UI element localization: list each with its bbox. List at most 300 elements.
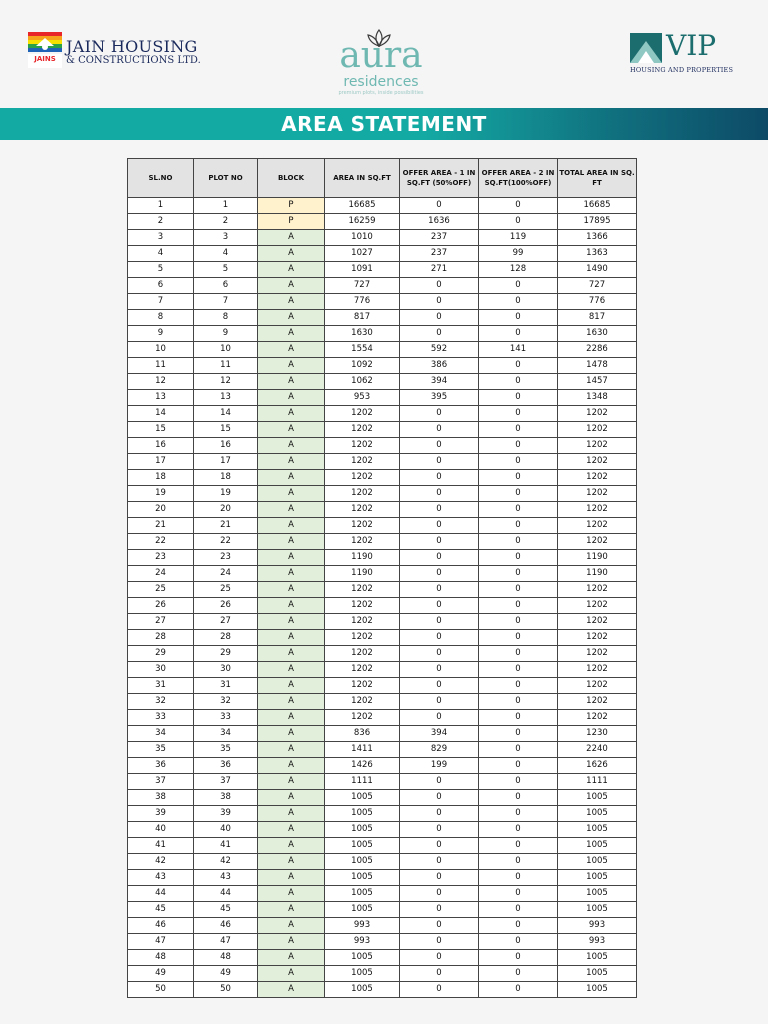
cell-sl-no: 44	[128, 886, 194, 902]
cell-offer-area-2: 0	[479, 534, 558, 550]
table-row	[128, 358, 637, 374]
cell-area: 1005	[325, 822, 400, 838]
cell-total-area: 1363	[558, 246, 637, 262]
table-row	[128, 614, 637, 630]
cell-block: A	[258, 822, 325, 838]
cell-area: 1005	[325, 966, 400, 982]
cell-total-area: 1202	[558, 470, 637, 486]
cell-offer-area-2: 0	[479, 742, 558, 758]
cell-plot-no: 27	[194, 614, 258, 630]
cell-total-area: 1202	[558, 582, 637, 598]
cell-plot-no: 23	[194, 550, 258, 566]
cell-block: A	[258, 694, 325, 710]
cell-offer-area-2: 0	[479, 374, 558, 390]
cell-area: 1005	[325, 902, 400, 918]
cell-offer-area-1: 0	[400, 694, 479, 710]
cell-total-area: 1202	[558, 486, 637, 502]
cell-plot-no: 18	[194, 470, 258, 486]
cell-area: 1190	[325, 550, 400, 566]
cell-offer-area-2: 0	[479, 630, 558, 646]
cell-plot-no: 50	[194, 982, 258, 998]
cell-area: 993	[325, 934, 400, 950]
cell-area: 1202	[325, 598, 400, 614]
cell-plot-no: 3	[194, 230, 258, 246]
cell-offer-area-1: 0	[400, 470, 479, 486]
cell-offer-area-1: 0	[400, 518, 479, 534]
cell-block: A	[258, 806, 325, 822]
jain-logo-icon	[28, 32, 62, 68]
cell-plot-no: 33	[194, 710, 258, 726]
cell-sl-no: 26	[128, 598, 194, 614]
cell-total-area: 1005	[558, 806, 637, 822]
cell-block: A	[258, 598, 325, 614]
cell-offer-area-2: 0	[479, 614, 558, 630]
cell-total-area: 1202	[558, 518, 637, 534]
cell-offer-area-1: 0	[400, 902, 479, 918]
cell-sl-no: 10	[128, 342, 194, 358]
table-row	[128, 470, 637, 486]
cell-offer-area-2: 0	[479, 854, 558, 870]
cell-sl-no: 30	[128, 662, 194, 678]
cell-offer-area-2: 0	[479, 214, 558, 230]
cell-offer-area-1: 0	[400, 950, 479, 966]
cell-block: A	[258, 758, 325, 774]
table-row	[128, 934, 637, 950]
header-offer-area-2: OFFER AREA - 2 IN SQ.FT(100%OFF)	[479, 159, 558, 198]
cell-block: A	[258, 774, 325, 790]
cell-block: A	[258, 886, 325, 902]
aura-logo-sub: residences	[343, 74, 419, 90]
cell-area: 1005	[325, 950, 400, 966]
table-row	[128, 502, 637, 518]
cell-total-area: 1202	[558, 646, 637, 662]
cell-block: A	[258, 662, 325, 678]
cell-area: 836	[325, 726, 400, 742]
cell-sl-no: 42	[128, 854, 194, 870]
cell-sl-no: 39	[128, 806, 194, 822]
cell-block: A	[258, 902, 325, 918]
cell-block: A	[258, 406, 325, 422]
cell-offer-area-2: 0	[479, 694, 558, 710]
cell-offer-area-2: 0	[479, 966, 558, 982]
cell-area: 1202	[325, 486, 400, 502]
cell-sl-no: 6	[128, 278, 194, 294]
cell-block: A	[258, 582, 325, 598]
cell-plot-no: 47	[194, 934, 258, 950]
cell-offer-area-2: 0	[479, 774, 558, 790]
cell-sl-no: 24	[128, 566, 194, 582]
table-row	[128, 710, 637, 726]
cell-offer-area-2: 0	[479, 582, 558, 598]
cell-total-area: 1202	[558, 630, 637, 646]
cell-block: A	[258, 966, 325, 982]
cell-block: A	[258, 230, 325, 246]
cell-block: A	[258, 486, 325, 502]
cell-plot-no: 21	[194, 518, 258, 534]
cell-sl-no: 5	[128, 262, 194, 278]
cell-total-area: 1490	[558, 262, 637, 278]
cell-block: A	[258, 310, 325, 326]
table-row	[128, 646, 637, 662]
table-row	[128, 486, 637, 502]
cell-offer-area-2: 0	[479, 982, 558, 998]
cell-area: 1202	[325, 710, 400, 726]
cell-offer-area-1: 0	[400, 598, 479, 614]
cell-offer-area-1: 0	[400, 646, 479, 662]
cell-area: 1554	[325, 342, 400, 358]
cell-sl-no: 43	[128, 870, 194, 886]
cell-offer-area-1: 0	[400, 934, 479, 950]
cell-total-area: 17895	[558, 214, 637, 230]
cell-offer-area-2: 0	[479, 726, 558, 742]
cell-total-area: 2286	[558, 342, 637, 358]
cell-total-area: 1202	[558, 678, 637, 694]
cell-sl-no: 20	[128, 502, 194, 518]
cell-offer-area-1: 829	[400, 742, 479, 758]
table-row	[128, 518, 637, 534]
cell-sl-no: 23	[128, 550, 194, 566]
cell-block: A	[258, 566, 325, 582]
cell-offer-area-1: 0	[400, 486, 479, 502]
cell-plot-no: 11	[194, 358, 258, 374]
table-row	[128, 902, 637, 918]
cell-offer-area-2: 0	[479, 838, 558, 854]
cell-plot-no: 40	[194, 822, 258, 838]
cell-total-area: 993	[558, 934, 637, 950]
cell-block: A	[258, 502, 325, 518]
cell-sl-no: 25	[128, 582, 194, 598]
cell-offer-area-1: 1636	[400, 214, 479, 230]
cell-area: 727	[325, 278, 400, 294]
cell-plot-no: 12	[194, 374, 258, 390]
cell-block: A	[258, 438, 325, 454]
title-banner	[0, 108, 768, 140]
cell-offer-area-1: 0	[400, 534, 479, 550]
cell-total-area: 1202	[558, 614, 637, 630]
cell-area: 16685	[325, 198, 400, 214]
table-row	[128, 774, 637, 790]
cell-total-area: 1190	[558, 550, 637, 566]
table-row	[128, 262, 637, 278]
cell-total-area: 1202	[558, 454, 637, 470]
cell-area: 1005	[325, 854, 400, 870]
cell-sl-no: 32	[128, 694, 194, 710]
cell-plot-no: 4	[194, 246, 258, 262]
cell-area: 953	[325, 390, 400, 406]
cell-total-area: 993	[558, 918, 637, 934]
cell-total-area: 1202	[558, 534, 637, 550]
table-row	[128, 742, 637, 758]
cell-plot-no: 35	[194, 742, 258, 758]
cell-plot-no: 29	[194, 646, 258, 662]
table-row	[128, 726, 637, 742]
cell-plot-no: 46	[194, 918, 258, 934]
cell-plot-no: 6	[194, 278, 258, 294]
cell-area: 1202	[325, 518, 400, 534]
cell-offer-area-1: 592	[400, 342, 479, 358]
cell-offer-area-1: 0	[400, 422, 479, 438]
table-row	[128, 822, 637, 838]
cell-sl-no: 38	[128, 790, 194, 806]
cell-total-area: 1348	[558, 390, 637, 406]
area-statement-table	[127, 158, 637, 998]
cell-block: A	[258, 950, 325, 966]
table-row	[128, 422, 637, 438]
page-title: AREA STATEMENT	[281, 112, 487, 136]
cell-plot-no: 28	[194, 630, 258, 646]
cell-area: 1426	[325, 758, 400, 774]
cell-sl-no: 36	[128, 758, 194, 774]
cell-block: A	[258, 550, 325, 566]
cell-offer-area-2: 128	[479, 262, 558, 278]
cell-block: A	[258, 342, 325, 358]
cell-offer-area-2: 0	[479, 502, 558, 518]
cell-offer-area-2: 0	[479, 790, 558, 806]
cell-total-area: 776	[558, 294, 637, 310]
cell-plot-no: 37	[194, 774, 258, 790]
cell-block: A	[258, 614, 325, 630]
cell-offer-area-1: 0	[400, 198, 479, 214]
cell-area: 1062	[325, 374, 400, 390]
cell-plot-no: 44	[194, 886, 258, 902]
jain-company-sub: & CONSTRUCTIONS LTD.	[66, 55, 201, 66]
table-row	[128, 678, 637, 694]
cell-offer-area-2: 0	[479, 358, 558, 374]
cell-area: 1202	[325, 454, 400, 470]
cell-total-area: 1005	[558, 886, 637, 902]
header-offer-area-1: OFFER AREA - 1 IN SQ.FT (50%OFF)	[400, 159, 479, 198]
table-row	[128, 854, 637, 870]
cell-offer-area-2: 0	[479, 550, 558, 566]
cell-total-area: 1202	[558, 502, 637, 518]
cell-block: A	[258, 710, 325, 726]
cell-offer-area-2: 0	[479, 454, 558, 470]
cell-plot-no: 14	[194, 406, 258, 422]
cell-offer-area-2: 0	[479, 950, 558, 966]
cell-total-area: 1457	[558, 374, 637, 390]
cell-offer-area-2: 0	[479, 278, 558, 294]
cell-area: 1202	[325, 582, 400, 598]
cell-offer-area-2: 99	[479, 246, 558, 262]
cell-total-area: 1230	[558, 726, 637, 742]
cell-block: P	[258, 198, 325, 214]
cell-sl-no: 13	[128, 390, 194, 406]
vip-logo-icon	[630, 33, 662, 63]
cell-area: 1202	[325, 646, 400, 662]
table-row	[128, 406, 637, 422]
cell-offer-area-1: 271	[400, 262, 479, 278]
cell-plot-no: 41	[194, 838, 258, 854]
cell-sl-no: 28	[128, 630, 194, 646]
cell-offer-area-1: 0	[400, 438, 479, 454]
cell-total-area: 1005	[558, 982, 637, 998]
cell-offer-area-2: 0	[479, 918, 558, 934]
cell-sl-no: 11	[128, 358, 194, 374]
cell-offer-area-1: 237	[400, 230, 479, 246]
cell-offer-area-1: 0	[400, 918, 479, 934]
table-row	[128, 246, 637, 262]
cell-total-area: 1005	[558, 902, 637, 918]
cell-offer-area-2: 0	[479, 598, 558, 614]
cell-total-area: 2240	[558, 742, 637, 758]
cell-area: 1005	[325, 870, 400, 886]
cell-plot-no: 13	[194, 390, 258, 406]
cell-area: 1202	[325, 678, 400, 694]
cell-total-area: 1366	[558, 230, 637, 246]
cell-sl-no: 17	[128, 454, 194, 470]
cell-total-area: 1202	[558, 694, 637, 710]
cell-block: A	[258, 854, 325, 870]
cell-offer-area-1: 0	[400, 502, 479, 518]
cell-offer-area-2: 0	[479, 678, 558, 694]
cell-plot-no: 15	[194, 422, 258, 438]
cell-block: A	[258, 678, 325, 694]
table-row	[128, 982, 637, 998]
cell-offer-area-1: 0	[400, 886, 479, 902]
cell-area: 1202	[325, 438, 400, 454]
cell-sl-no: 29	[128, 646, 194, 662]
table-row	[128, 806, 637, 822]
cell-total-area: 1630	[558, 326, 637, 342]
cell-offer-area-1: 0	[400, 454, 479, 470]
cell-block: A	[258, 246, 325, 262]
cell-sl-no: 14	[128, 406, 194, 422]
cell-offer-area-2: 0	[479, 406, 558, 422]
cell-area: 1202	[325, 662, 400, 678]
cell-sl-no: 18	[128, 470, 194, 486]
cell-total-area: 1005	[558, 950, 637, 966]
cell-offer-area-1: 0	[400, 614, 479, 630]
cell-total-area: 16685	[558, 198, 637, 214]
cell-area: 993	[325, 918, 400, 934]
cell-offer-area-1: 386	[400, 358, 479, 374]
table-row	[128, 214, 637, 230]
cell-block: A	[258, 326, 325, 342]
cell-sl-no: 49	[128, 966, 194, 982]
cell-sl-no: 33	[128, 710, 194, 726]
header-sl-no: SL.NO	[128, 159, 194, 198]
cell-total-area: 1005	[558, 870, 637, 886]
cell-sl-no: 45	[128, 902, 194, 918]
cell-plot-no: 25	[194, 582, 258, 598]
table-row	[128, 598, 637, 614]
cell-total-area: 1202	[558, 406, 637, 422]
cell-plot-no: 30	[194, 662, 258, 678]
cell-area: 776	[325, 294, 400, 310]
header-plot-no: PLOT NO	[194, 159, 258, 198]
cell-sl-no: 15	[128, 422, 194, 438]
table-row	[128, 566, 637, 582]
cell-offer-area-2: 0	[479, 310, 558, 326]
table-row	[128, 966, 637, 982]
cell-block: A	[258, 934, 325, 950]
cell-offer-area-2: 0	[479, 902, 558, 918]
cell-plot-no: 1	[194, 198, 258, 214]
table-row	[128, 374, 637, 390]
cell-area: 1190	[325, 566, 400, 582]
cell-area: 1202	[325, 630, 400, 646]
cell-plot-no: 20	[194, 502, 258, 518]
table-body	[128, 198, 637, 998]
cell-offer-area-1: 395	[400, 390, 479, 406]
cell-offer-area-2: 0	[479, 438, 558, 454]
cell-offer-area-1: 0	[400, 662, 479, 678]
table-row	[128, 326, 637, 342]
cell-sl-no: 16	[128, 438, 194, 454]
table-row	[128, 438, 637, 454]
cell-block: A	[258, 294, 325, 310]
cell-offer-area-1: 394	[400, 374, 479, 390]
cell-area: 1630	[325, 326, 400, 342]
vip-logo-word: VIP	[666, 29, 717, 62]
table-row	[128, 278, 637, 294]
cell-sl-no: 8	[128, 310, 194, 326]
cell-block: A	[258, 358, 325, 374]
cell-sl-no: 12	[128, 374, 194, 390]
table-row	[128, 758, 637, 774]
cell-offer-area-1: 394	[400, 726, 479, 742]
table-row	[128, 390, 637, 406]
cell-sl-no: 22	[128, 534, 194, 550]
cell-offer-area-1: 0	[400, 710, 479, 726]
cell-total-area: 1626	[558, 758, 637, 774]
cell-area: 1005	[325, 790, 400, 806]
cell-offer-area-1: 0	[400, 294, 479, 310]
cell-area: 1005	[325, 886, 400, 902]
cell-total-area: 1111	[558, 774, 637, 790]
cell-plot-no: 10	[194, 342, 258, 358]
cell-total-area: 1005	[558, 822, 637, 838]
cell-offer-area-2: 0	[479, 326, 558, 342]
cell-plot-no: 34	[194, 726, 258, 742]
cell-area: 1091	[325, 262, 400, 278]
cell-area: 1010	[325, 230, 400, 246]
cell-total-area: 1202	[558, 438, 637, 454]
table-header-row	[128, 159, 637, 198]
cell-offer-area-1: 0	[400, 406, 479, 422]
aura-logo-word: aura	[339, 35, 423, 76]
cell-area: 1411	[325, 742, 400, 758]
cell-offer-area-1: 0	[400, 310, 479, 326]
cell-offer-area-2: 0	[479, 294, 558, 310]
cell-block: A	[258, 390, 325, 406]
cell-offer-area-2: 119	[479, 230, 558, 246]
table-row	[128, 886, 637, 902]
table-row	[128, 550, 637, 566]
cell-offer-area-1: 237	[400, 246, 479, 262]
cell-block: A	[258, 422, 325, 438]
cell-offer-area-2: 0	[479, 422, 558, 438]
cell-total-area: 727	[558, 278, 637, 294]
cell-offer-area-1: 0	[400, 630, 479, 646]
cell-offer-area-1: 0	[400, 790, 479, 806]
cell-total-area: 1478	[558, 358, 637, 374]
cell-offer-area-2: 0	[479, 470, 558, 486]
cell-plot-no: 8	[194, 310, 258, 326]
cell-sl-no: 19	[128, 486, 194, 502]
cell-plot-no: 22	[194, 534, 258, 550]
cell-offer-area-1: 0	[400, 822, 479, 838]
table-row	[128, 342, 637, 358]
cell-block: A	[258, 374, 325, 390]
cell-offer-area-2: 0	[479, 806, 558, 822]
cell-area: 1005	[325, 806, 400, 822]
header-area: AREA IN SQ.FT	[325, 159, 400, 198]
cell-area: 1111	[325, 774, 400, 790]
cell-plot-no: 31	[194, 678, 258, 694]
cell-offer-area-2: 0	[479, 662, 558, 678]
cell-sl-no: 35	[128, 742, 194, 758]
